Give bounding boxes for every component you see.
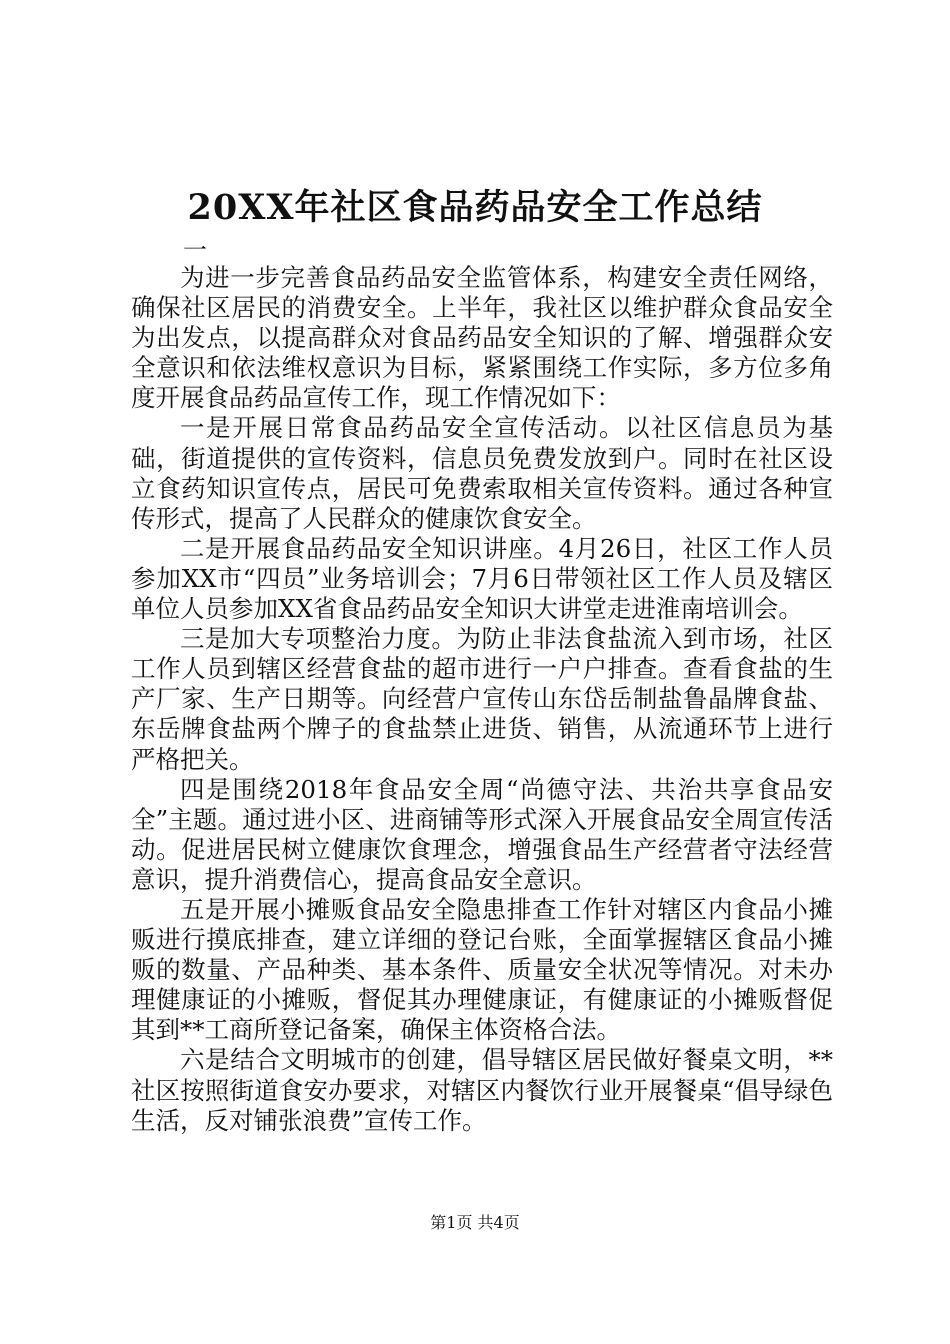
paragraph-item-1: 一是开展日常食品药品安全宣传活动。以社区信息员为基础，街道提供的宣传资料，信息员免费发放到户。同时在社区设立食药知识宣传点，居民可免费索取相关宣传资料。通过各种宣传形式，提高了人民群众的健康饮食安全。: [131, 413, 833, 533]
paragraph-item-3: 三是加大专项整治力度。为防止非法食盐流入到市场，社区工作人员到辖区经营食盐的超市进行一户户排查。查看食盐的生产厂家、生产日期等。向经营户宣传山东岱岳制盐鲁晶牌食盐、东岳牌食盐两个牌子的食盐禁止进货、销售，从流通环节上进行严格把关。: [131, 624, 833, 774]
document-title: 20XX年社区食品药品安全工作总结: [187, 187, 763, 228]
page-number-footer: 第1页 共4页: [430, 1213, 520, 1232]
paragraph-intro: 为进一步完善食品药品安全监管体系，构建安全责任网络，确保社区居民的消费安全。上半年，我社区以维护群众食品安全为出发点，以提高群众对食品药品安全知识的了解、增强群众安全意识和依法维权意识为目标，紧紧围绕工作实际，多方位多角度开展食品药品宣传工作，现工作情况如下：: [131, 263, 833, 413]
paragraph-item-2: 二是开展食品药品安全知识讲座。4月26日，社区工作人员参加XX市“四员”业务培训会；7月6日带领社区工作人员及辖区单位人员参加XX省食品药品安全知识大讲堂走进淮南培训会。: [131, 533, 833, 624]
document-body: [131, 263, 833, 1136]
document-subtitle: 一: [183, 236, 207, 264]
paragraph-item-4: 四是围绕2018年食品安全周“尚德守法、共治共享食品安全”主题。通过进小区、进商铺等形式深入开展食品安全周宣传活动。促进居民树立健康饮食理念，增强食品生产经营者守法经营意识，提升消费信心，提高食品安全意识。: [131, 774, 833, 894]
paragraph-item-6: 六是结合文明城市的创建，倡导辖区居民做好餐桌文明，**社区按照街道食安办要求，对辖区内餐饮行业开展餐桌“倡导绿色生活，反对铺张浪费”宣传工作。: [131, 1045, 833, 1135]
paragraph-item-5: 五是开展小摊贩食品安全隐患排查工作针对辖区内食品小摊贩进行摸底排查，建立详细的登记台账，全面掌握辖区食品小摊贩的数量、产品种类、基本条件、质量安全状况等情况。对未办理健康证的小摊贩，督促其办理健康证，有健康证的小摊贩督促其到**工商所登记备案，确保主体资格合法。: [131, 894, 833, 1045]
